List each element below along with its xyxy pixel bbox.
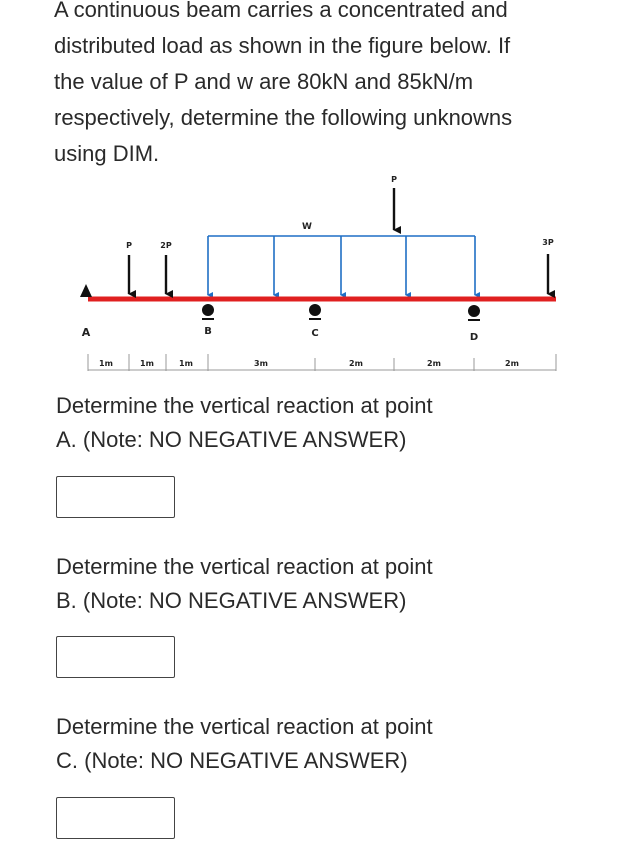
question-text-line: Determine the vertical reaction at point	[56, 393, 433, 418]
intro-line: A continuous beam carries a concentrated and	[54, 0, 508, 22]
support-d	[468, 305, 480, 343]
point-loads	[129, 188, 548, 294]
answer-input-reaction-b[interactable]	[56, 636, 175, 678]
roller-support-d-icon	[468, 305, 480, 317]
problem-statement	[54, 0, 614, 172]
question-reaction-b	[56, 550, 576, 618]
load-label-w: W	[302, 222, 312, 232]
distributed-load	[208, 236, 475, 295]
beam-diagram-svg	[0, 168, 630, 383]
span-label: 2m	[505, 359, 519, 368]
support-label-b: B	[204, 326, 212, 337]
support-c	[309, 304, 321, 339]
load-label-2p: 2P	[160, 241, 172, 250]
answer-input-reaction-c[interactable]	[56, 797, 175, 839]
question-text-line: C. (Note: NO NEGATIVE ANSWER)	[56, 748, 408, 773]
question-text-line: Determine the vertical reaction at point	[56, 554, 433, 579]
span-label: 3m	[254, 359, 268, 368]
roller-support-b-icon	[202, 304, 214, 316]
support-b	[202, 304, 214, 337]
question-reaction-a	[56, 389, 576, 457]
intro-line: the value of P and w are 80kN and 85kN/m	[54, 69, 474, 94]
question-text-line: A. (Note: NO NEGATIVE ANSWER)	[56, 427, 407, 452]
intro-line: respectively, determine the following unknowns	[54, 105, 513, 130]
span-label: 2m	[349, 359, 363, 368]
pin-support-a-icon	[80, 284, 92, 297]
question-reaction-c	[56, 710, 576, 778]
span-label: 1m	[99, 359, 113, 368]
answer-input-reaction-a[interactable]	[56, 476, 175, 518]
support-label-d: D	[469, 332, 479, 343]
question-text-line: B. (Note: NO NEGATIVE ANSWER)	[56, 588, 407, 613]
dimension-line	[88, 354, 556, 371]
span-label: 2m	[427, 359, 441, 368]
span-label: 1m	[140, 359, 154, 368]
intro-line: distributed load as shown in the figure below. If	[54, 33, 511, 58]
load-label-p: P	[126, 241, 132, 250]
intro-line: using DIM.	[54, 141, 160, 166]
beam-diagram	[0, 168, 630, 383]
support-label-c: C	[311, 328, 319, 339]
load-label-p-top: P	[391, 175, 397, 184]
load-label-3p: 3P	[542, 238, 554, 247]
support-a	[80, 284, 92, 339]
roller-support-c-icon	[309, 304, 321, 316]
question-text-line: Determine the vertical reaction at point	[56, 714, 433, 739]
support-label-a: A	[81, 326, 91, 339]
span-label: 1m	[179, 359, 193, 368]
